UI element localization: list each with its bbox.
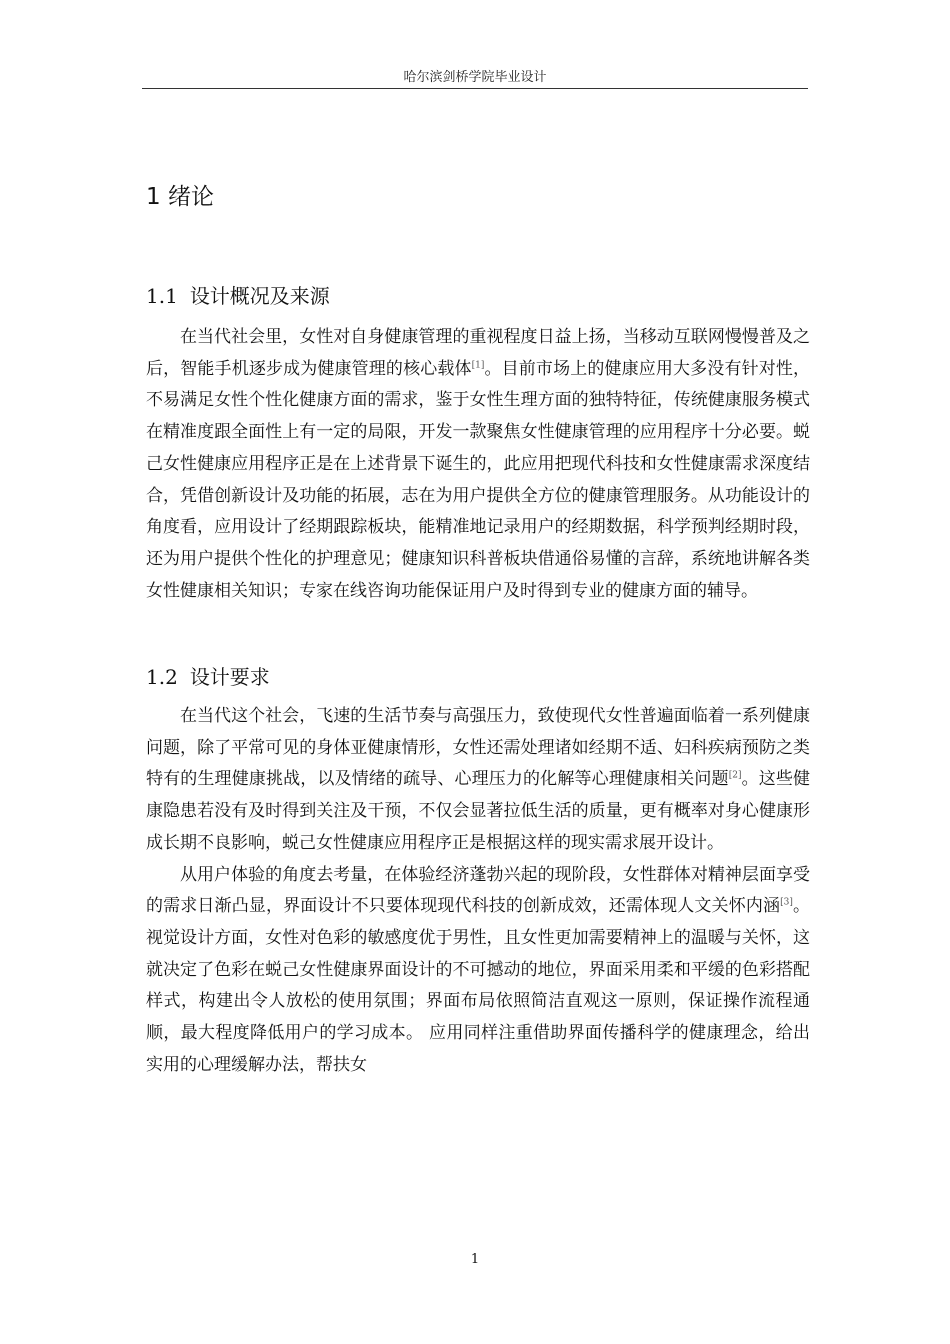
section-heading-1-2 — [146, 661, 270, 690]
section-title: 设计概况及来源 — [189, 284, 330, 308]
section-number: 1.1 — [146, 284, 178, 308]
body-paragraph — [146, 860, 810, 1082]
citation-marker: [1] — [471, 360, 485, 371]
section-body-1-1 — [146, 322, 810, 607]
paragraph-text: 从用户体验的角度去考量，在体验经济蓬勃兴起的现阶段，女性群体对精神层面享受的需求日渐凸显，界面设计不只要体现现代科技的创新成效，还需体现人文关怀内涵 — [146, 864, 810, 917]
citation-marker: [3] — [780, 897, 793, 908]
section-number: 1.2 — [146, 665, 178, 689]
page-number: 1 — [470, 1252, 480, 1267]
section-body-1-2 — [146, 701, 810, 1081]
chapter-title: 1 绪论 — [146, 184, 214, 210]
body-paragraph — [146, 701, 810, 860]
paragraph-text: 。目前市场上的健康应用大多没有针对性，不易满足女性个性化健康方面的需求，鉴于女性生理方面的独特特征，传统健康服务模式在精准度跟全面性上有一定的局限，开发一款聚焦女性健康管理的应用程序十分必要。蜕己女性健康应用程序正是在上述背景下诞生的，此应用把现代科技和女性健康需求深度结合，凭借创新设计及功能的拓展，志在为用户提供全方位的健康管理服务。从功能设计的角度看，应用设计了经期跟踪板块，能精准地记录用户的经期数据，科学预判经期时段，还为用户提供个性化的护理意见；健康知识科普板块借通俗易懂的言辞，系统地讲解各类女性健康相关知识；专家在线咨询功能保证用户及时得到专业的健康方面的辅导。 — [146, 358, 810, 601]
paragraph-text: 在当代社会里，女性对自身健康管理的重视程度日益上扬，当移动互联网慢慢普及之后，智能手机逐步成为健康管理的核心载体 — [146, 327, 810, 379]
paragraph-text: 。视觉设计方面，女性对色彩的敏感度优于男性，且女性更加需要精神上的温暖与关怀，这就决定了色彩在蜕己女性健康界面设计的不可撼动的地位，界面采用柔和平缓的色彩搭配样式，构建出令人放松的使用氛围；界面布局依照简洁直观这一原则，保证操作流程通顺，最大程度降低用户的学习成本。 应用同样注重借助界面传播科学的健康理念，给出实用的心理缓解办法，帮扶女 — [146, 896, 811, 1075]
paragraph-text: 。这些健康隐患若没有及时得到关注及干预，不仅会显著拉低生活的质量，更有概率对身心健康形成长期不良影响，蜕己女性健康应用程序正是根据这样的现实需求展开设计。 — [146, 769, 811, 853]
header-divider — [142, 88, 808, 89]
body-paragraph — [146, 322, 810, 607]
running-header: 哈尔滨剑桥学院毕业设计 — [403, 70, 547, 85]
section-title: 设计要求 — [189, 665, 270, 689]
citation-marker: [2] — [728, 771, 742, 782]
paragraph-text: 在当代这个社会，飞速的生活节奏与高强压力，致使现代女性普遍面临着一系列健康问题，除了平常可见的身体亚健康情形，女性还需处理诸如经期不适、妇科疾病预防之类特有的生理健康挑战，以及情绪的疏导、心理压力的化解等心理健康相关问题 — [146, 706, 810, 790]
section-heading-1-1 — [146, 280, 330, 309]
